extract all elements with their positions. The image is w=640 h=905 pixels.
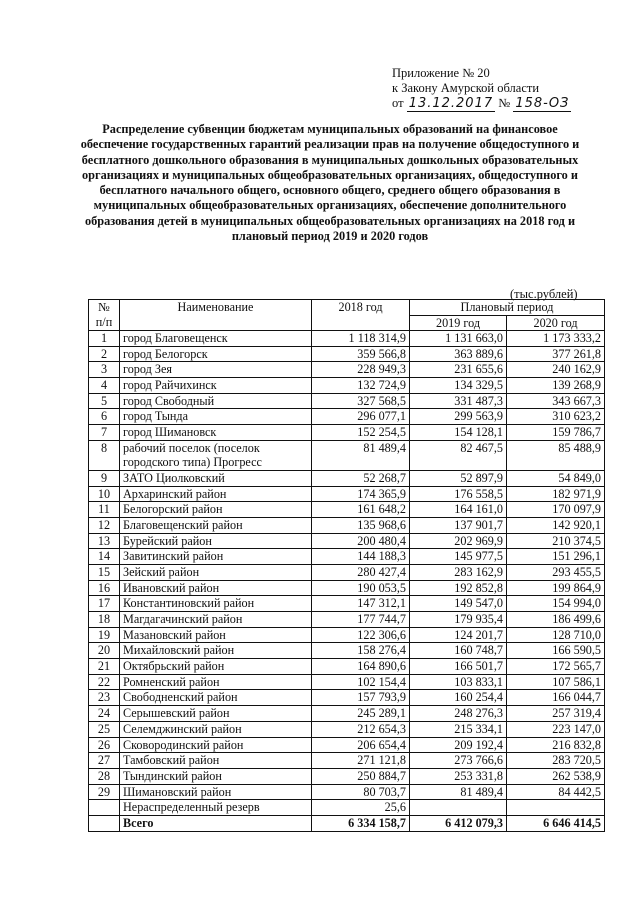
row-name: город Шимановск [120,425,312,441]
units-label: (тыс.рублей) [510,287,578,301]
value-2019: 299 563,9 [410,409,507,425]
row-name: Ромненский район [120,674,312,690]
value-2018: 212 654,3 [312,721,410,737]
row-number: 9 [89,470,120,486]
value-2019: 137 901,7 [410,517,507,533]
row-name: Селемджинский район [120,721,312,737]
value-2019: 82 467,5 [410,440,507,470]
value-2019: 283 162,9 [410,564,507,580]
row-number [89,800,120,816]
value-2020: 142 920,1 [507,517,605,533]
value-2020: 310 623,2 [507,409,605,425]
row-number: 18 [89,612,120,628]
appendix-law: к Закону Амурской области [392,81,540,95]
value-2018: 147 312,1 [312,596,410,612]
row-number: 1 [89,331,120,347]
value-2019: 154 128,1 [410,425,507,441]
row-number: 23 [89,690,120,706]
value-2018: 102 154,4 [312,674,410,690]
row-name: Серышевский район [120,706,312,722]
row-number: 20 [89,643,120,659]
row-name: Константиновский район [120,596,312,612]
row-name: Бурейский район [120,533,312,549]
appendix-header [392,66,571,111]
table-row [89,486,605,502]
table-row [89,659,605,675]
row-number: 21 [89,659,120,675]
row-name: Благовещенский район [120,517,312,533]
table-row [89,425,605,441]
value-2020: 151 296,1 [507,549,605,565]
row-name: город Райчихинск [120,378,312,394]
value-2019: 209 192,4 [410,737,507,753]
row-name: Магдагачинский район [120,612,312,628]
table-row [89,549,605,565]
table-row [89,470,605,486]
table-row [89,502,605,518]
value-2020: 216 832,8 [507,737,605,753]
row-number: 17 [89,596,120,612]
row-name: ЗАТО Циолковский [120,470,312,486]
value-2018: 271 121,8 [312,753,410,769]
row-name: Нераспределенный резерв [120,800,312,816]
table-row [89,346,605,362]
value-2020: 377 261,8 [507,346,605,362]
total-row [89,815,605,831]
value-2019: 160 748,7 [410,643,507,659]
header-2019: 2019 год [410,315,507,331]
number-mark: № [498,96,511,110]
table-row [89,362,605,378]
row-name: Белогорский район [120,502,312,518]
row-number: 25 [89,721,120,737]
value-2020: 128 710,0 [507,627,605,643]
row-number: 13 [89,533,120,549]
value-2018: 157 793,9 [312,690,410,706]
value-2019: 215 334,1 [410,721,507,737]
value-2018: 245 289,1 [312,706,410,722]
value-2020: 240 162,9 [507,362,605,378]
row-name: город Тында [120,409,312,425]
value-2019: 363 889,6 [410,346,507,362]
value-2019: 134 329,5 [410,378,507,394]
row-number: 15 [89,564,120,580]
value-2019: 166 501,7 [410,659,507,675]
row-number: 27 [89,753,120,769]
appendix-date-line [392,96,571,111]
row-number: 22 [89,674,120,690]
row-name: Тамбовский район [120,753,312,769]
table-row [89,706,605,722]
row-name: Ивановский район [120,580,312,596]
row-number: 19 [89,627,120,643]
value-2018: 80 703,7 [312,784,410,800]
value-2020: 186 499,6 [507,612,605,628]
table-row [89,800,605,816]
value-2018: 161 648,2 [312,502,410,518]
value-2019: 202 969,9 [410,533,507,549]
row-number: 11 [89,502,120,518]
table-row [89,331,605,347]
table-body [89,331,605,832]
value-2020 [507,800,605,816]
value-2020: 172 565,7 [507,659,605,675]
row-number: 16 [89,580,120,596]
table-row [89,768,605,784]
value-2019: 1 131 663,0 [410,331,507,347]
table-row [89,674,605,690]
table-row [89,409,605,425]
header-plan-period: Плановый период [410,300,605,316]
header-2020: 2020 год [507,315,605,331]
value-2018: 1 118 314,9 [312,331,410,347]
total-label: Всего [120,815,312,831]
total-num [89,815,120,831]
row-name: город Зея [120,362,312,378]
row-name: город Свободный [120,393,312,409]
value-2019: 164 161,0 [410,502,507,518]
value-2020: 293 455,5 [507,564,605,580]
row-name: Сковородинский район [120,737,312,753]
table-row [89,753,605,769]
value-2019: 160 254,4 [410,690,507,706]
row-name: Октябрьский район [120,659,312,675]
value-2018: 132 724,9 [312,378,410,394]
value-2019: 52 897,9 [410,470,507,486]
row-number: 29 [89,784,120,800]
value-2018: 359 566,8 [312,346,410,362]
date-prefix: от [392,96,404,110]
value-2020: 283 720,5 [507,753,605,769]
value-2020: 166 590,5 [507,643,605,659]
row-name: город Белогорск [120,346,312,362]
value-2019: 179 935,4 [410,612,507,628]
row-name: Свободненский район [120,690,312,706]
value-2020: 210 374,5 [507,533,605,549]
value-2020: 159 786,7 [507,425,605,441]
row-number: 8 [89,440,120,470]
table-row [89,643,605,659]
value-2020: 139 268,9 [507,378,605,394]
value-2020: 170 097,9 [507,502,605,518]
row-name: город Благовещенск [120,331,312,347]
table-row [89,378,605,394]
row-number: 14 [89,549,120,565]
row-name: Михайловский район [120,643,312,659]
table-row [89,596,605,612]
value-2020: 257 319,4 [507,706,605,722]
value-2018: 280 427,4 [312,564,410,580]
row-name: Зейский район [120,564,312,580]
value-2018: 327 568,5 [312,393,410,409]
value-2020: 107 586,1 [507,674,605,690]
table-row [89,564,605,580]
value-2018: 250 884,7 [312,768,410,784]
total-2019: 6 412 079,3 [410,815,507,831]
value-2019: 231 655,6 [410,362,507,378]
value-2018: 25,6 [312,800,410,816]
value-2018: 190 053,5 [312,580,410,596]
row-name: Архаринский район [120,486,312,502]
value-2018: 228 949,3 [312,362,410,378]
value-2020: 85 488,9 [507,440,605,470]
value-2019: 149 547,0 [410,596,507,612]
row-number: 26 [89,737,120,753]
value-2018: 206 654,4 [312,737,410,753]
table-row [89,627,605,643]
row-number: 24 [89,706,120,722]
value-2018: 135 968,6 [312,517,410,533]
table-row [89,517,605,533]
header-2018: 2018 год [312,300,410,331]
value-2019: 103 833,1 [410,674,507,690]
row-name: рабочий поселок (поселок городского типа) Прогресс [120,440,312,470]
value-2020: 1 173 333,2 [507,331,605,347]
table-row [89,690,605,706]
table-row [89,721,605,737]
row-number: 3 [89,362,120,378]
value-2018: 177 744,7 [312,612,410,628]
total-2020: 6 646 414,5 [507,815,605,831]
row-number: 10 [89,486,120,502]
value-2019: 248 276,3 [410,706,507,722]
row-number: 28 [89,768,120,784]
table-row [89,440,605,470]
value-2018: 152 254,5 [312,425,410,441]
value-2020: 154 994,0 [507,596,605,612]
table-row [89,580,605,596]
row-number: 4 [89,378,120,394]
value-2018: 174 365,9 [312,486,410,502]
row-name: Завитинский район [120,549,312,565]
value-2019: 273 766,6 [410,753,507,769]
value-2019: 81 489,4 [410,784,507,800]
row-name: Шимановский район [120,784,312,800]
value-2020: 262 538,9 [507,768,605,784]
document-title: Распределение субвенции бюджетам муниципальных образований на финансовое обеспечение государственных гарантий реализации прав на получение общедоступного и бесплатного дошкольного образования в муниципальных дошкольных образовательных организациях и муниципальных общеобразовательных организациях, общедоступного и бесплатного начального общего, основного общего, среднего общего образования в муниципальных общеобразовательных организациях, обеспечение дополнительного образования детей в муниципальных общеобразовательных организациях на 2018 год и плановый период 2019 и 2020 годов [80,122,580,244]
value-2020: 84 442,5 [507,784,605,800]
value-2020: 343 667,3 [507,393,605,409]
row-number: 12 [89,517,120,533]
value-2018: 81 489,4 [312,440,410,470]
value-2019: 331 487,3 [410,393,507,409]
row-number: 5 [89,393,120,409]
value-2020: 223 147,0 [507,721,605,737]
table-row [89,533,605,549]
subsidy-table [88,299,605,832]
table-row [89,737,605,753]
table-row [89,612,605,628]
value-2020: 166 044,7 [507,690,605,706]
row-number: 2 [89,346,120,362]
value-2018: 200 480,4 [312,533,410,549]
table-row [89,784,605,800]
header-num: № п/п [89,300,120,331]
value-2018: 144 188,3 [312,549,410,565]
handwritten-number: 158-ОЗ [515,96,570,111]
value-2018: 158 276,4 [312,643,410,659]
appendix-number: Приложение № 20 [392,66,490,80]
row-number: 6 [89,409,120,425]
value-2018: 164 890,6 [312,659,410,675]
total-2018: 6 334 158,7 [312,815,410,831]
value-2018: 296 077,1 [312,409,410,425]
table-row [89,393,605,409]
value-2020: 182 971,9 [507,486,605,502]
value-2019: 124 201,7 [410,627,507,643]
value-2020: 199 864,9 [507,580,605,596]
value-2020: 54 849,0 [507,470,605,486]
row-name: Мазановский район [120,627,312,643]
value-2019: 192 852,8 [410,580,507,596]
value-2019: 145 977,5 [410,549,507,565]
header-name: Наименование [120,300,312,331]
value-2018: 52 268,7 [312,470,410,486]
row-name: Тындинский район [120,768,312,784]
value-2019: 176 558,5 [410,486,507,502]
row-number: 7 [89,425,120,441]
handwritten-date: 13.12.2017 [408,96,494,111]
value-2018: 122 306,6 [312,627,410,643]
value-2019 [410,800,507,816]
value-2019: 253 331,8 [410,768,507,784]
